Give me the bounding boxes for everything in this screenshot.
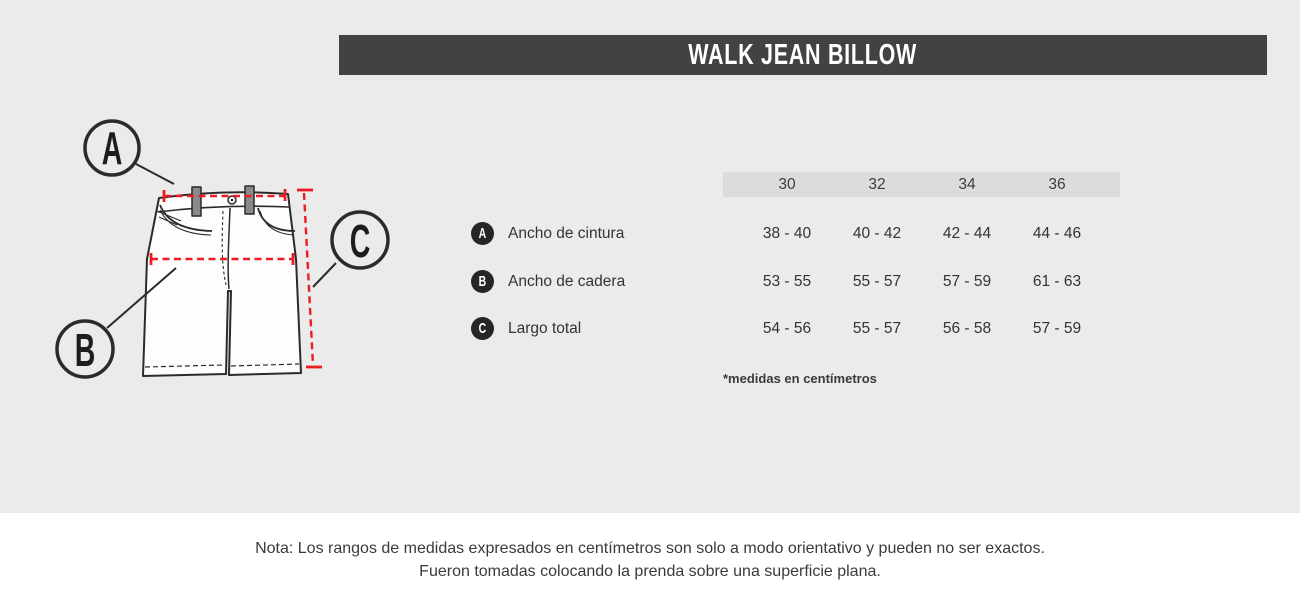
- size-cell: 61 - 63: [1032, 272, 1082, 290]
- belt-loop: [192, 187, 201, 216]
- column-header-32: 32: [868, 176, 886, 193]
- row-badge-b: [471, 270, 494, 293]
- row-badge-c: [471, 317, 494, 340]
- measure-line-c: [304, 193, 313, 365]
- page-title: WALK JEAN BILLOW: [688, 38, 918, 71]
- footer-note-line-1: Nota: Los rangos de medidas expresados en centímetros son solo a modo orientativo y pueden no ser exactos.: [255, 540, 1045, 557]
- size-cell: 53 - 55: [762, 272, 812, 290]
- shorts-illustration: [143, 186, 301, 376]
- marker-a: [85, 121, 139, 175]
- size-column-header: [723, 172, 1120, 197]
- size-cell: 57 - 59: [1032, 320, 1082, 337]
- size-cell: 56 - 58: [942, 320, 992, 337]
- row-label-waist: Ancho de cintura: [508, 225, 625, 242]
- footer-note-line-2: Fueron tomadas colocando la prenda sobre una superficie plana.: [419, 563, 881, 580]
- row-label-hip: Ancho de cadera: [508, 272, 626, 290]
- marker-c: [332, 212, 388, 268]
- footer-note: [0, 537, 1300, 583]
- size-cell: 55 - 57: [852, 272, 902, 290]
- row-badge-b-letter: B: [478, 272, 487, 290]
- marker-b: [57, 321, 113, 377]
- marker-c-letter: C: [349, 216, 371, 268]
- size-cell: 55 - 57: [852, 320, 902, 337]
- column-header-30: 30: [778, 176, 796, 193]
- units-note: *medidas en centímetros: [723, 371, 877, 386]
- pointer-line-a: [136, 164, 174, 184]
- size-cell: 44 - 46: [1032, 225, 1082, 242]
- size-cell: 42 - 44: [942, 225, 992, 242]
- pointer-line-c: [313, 263, 336, 287]
- size-cell: 54 - 56: [762, 320, 812, 337]
- row-badge-a-letter: A: [478, 225, 487, 242]
- column-header-34: 34: [958, 176, 976, 193]
- marker-a-letter: A: [101, 123, 123, 175]
- row-badge-a: [471, 222, 494, 245]
- size-cell: 57 - 59: [942, 272, 992, 290]
- row-label-length: Largo total: [508, 320, 582, 337]
- row-badge-c-letter: C: [478, 320, 487, 337]
- marker-b-letter: B: [74, 325, 96, 377]
- belt-loop: [245, 186, 254, 214]
- column-header-36: 36: [1048, 176, 1066, 193]
- size-table: [471, 221, 1102, 341]
- size-cell: 38 - 40: [762, 225, 812, 242]
- size-cell: 40 - 42: [852, 225, 902, 242]
